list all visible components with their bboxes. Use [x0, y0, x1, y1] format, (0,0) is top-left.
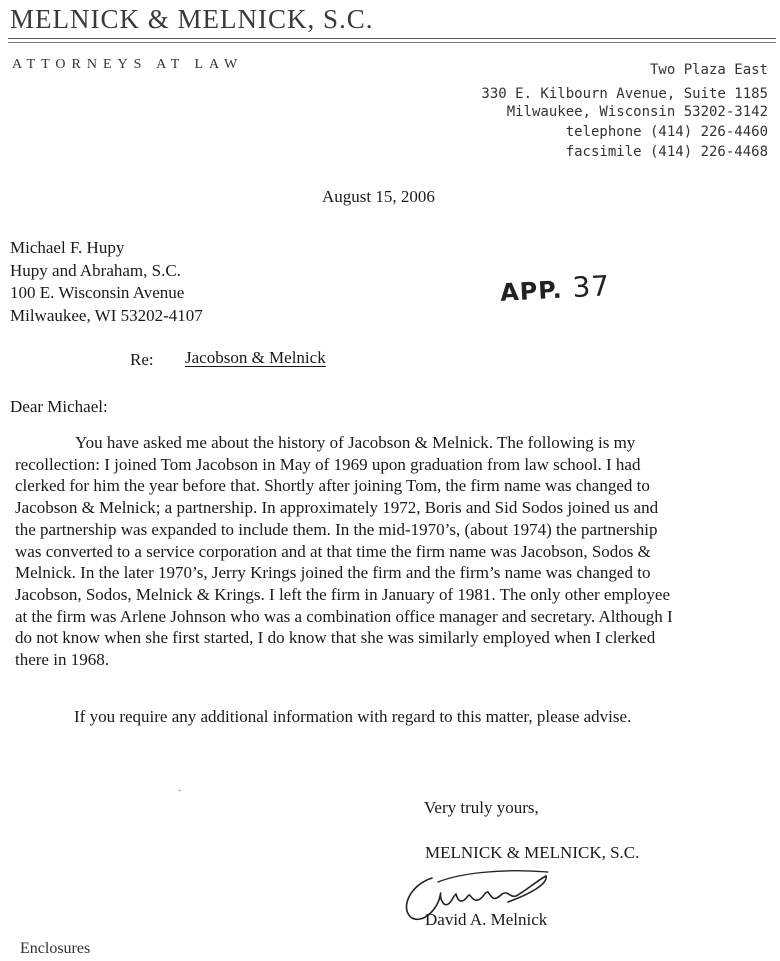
re-subject: Jacobson & Melnick: [185, 348, 326, 367]
letter-date: August 15, 2006: [322, 187, 435, 206]
letterhead-rule: [8, 38, 776, 39]
body-line: was converted to a service corporation and at that time the firm name was Jacobson, Sodos &: [15, 541, 651, 561]
body-line: Melnick. In the later 1970’s, Jerry Krings joined the firm and the firm’s name was changed to: [15, 563, 651, 583]
recipient-city: Milwaukee, WI 53202-4107: [10, 306, 203, 325]
salutation: Dear Michael:: [10, 397, 108, 416]
firm-tagline: ATTORNEYS AT LAW: [12, 57, 244, 72]
body-line: Jacobson & Melnick; a partnership. In approximately 1972, Boris and Sid Sodos joined us and: [15, 498, 659, 518]
recipient-firm: Hupy and Abraham, S.C.: [10, 261, 181, 280]
body-line: at the firm was Arlene Johnson who was a combination office manager and secretary. Although I: [15, 606, 673, 626]
body-line: clerked for him the year before that. Shortly after joining Tom, the firm name was changed to: [15, 476, 650, 496]
body-line: there in 1968.: [15, 650, 109, 670]
body-line: Jacobson, Sodos, Melnick & Krings. I left the firm in January of 1981. The only other employee: [15, 584, 671, 604]
re-label: Re:: [130, 350, 154, 369]
address-line-telephone: telephone (414) 226-4460: [565, 124, 768, 140]
address-line-facsimile: facsimile (414) 226-4468: [565, 144, 768, 160]
body-line: recollection: I joined Tom Jacobson in May of 1969 upon graduation from law school. I had: [15, 454, 641, 474]
body-line: do not know when she first started, I do know that she was similarly employed when I clerked: [15, 628, 656, 648]
appendix-stamp-number: 37: [571, 269, 611, 305]
recipient-name: Michael F. Hupy: [10, 238, 125, 257]
appendix-stamp: [499, 269, 611, 308]
address-line-street: 330 E. Kilbourn Avenue, Suite 1185: [481, 86, 768, 102]
address-line-building: Two Plaza East: [649, 62, 768, 78]
closing: Very truly yours,: [424, 798, 539, 817]
appendix-stamp-prefix: APP.: [499, 275, 564, 307]
signer-name: David A. Melnick: [425, 910, 548, 929]
firm-name-heading: MELNICK & MELNICK, S.C.: [10, 4, 374, 34]
body-paragraph: [15, 432, 772, 671]
body-line: You have asked me about the history of Jacobson & Melnick. The following is my: [75, 433, 636, 452]
address-line-city: Milwaukee, Wisconsin 53202-3142: [506, 104, 768, 120]
enclosures-note: Enclosures: [20, 940, 91, 957]
scan-speck: ·: [178, 786, 182, 797]
signature-firm-name: MELNICK & MELNICK, S.C.: [425, 843, 640, 862]
recipient-street: 100 E. Wisconsin Avenue: [10, 283, 185, 302]
body-line: the partnership was expanded to include them. In the mid-1970’s, (about 1974) the partnership: [15, 519, 658, 539]
followup-sentence: If you require any additional information with regard to this matter, please advise.: [74, 707, 632, 726]
letterhead-rule-secondary: [8, 42, 776, 43]
